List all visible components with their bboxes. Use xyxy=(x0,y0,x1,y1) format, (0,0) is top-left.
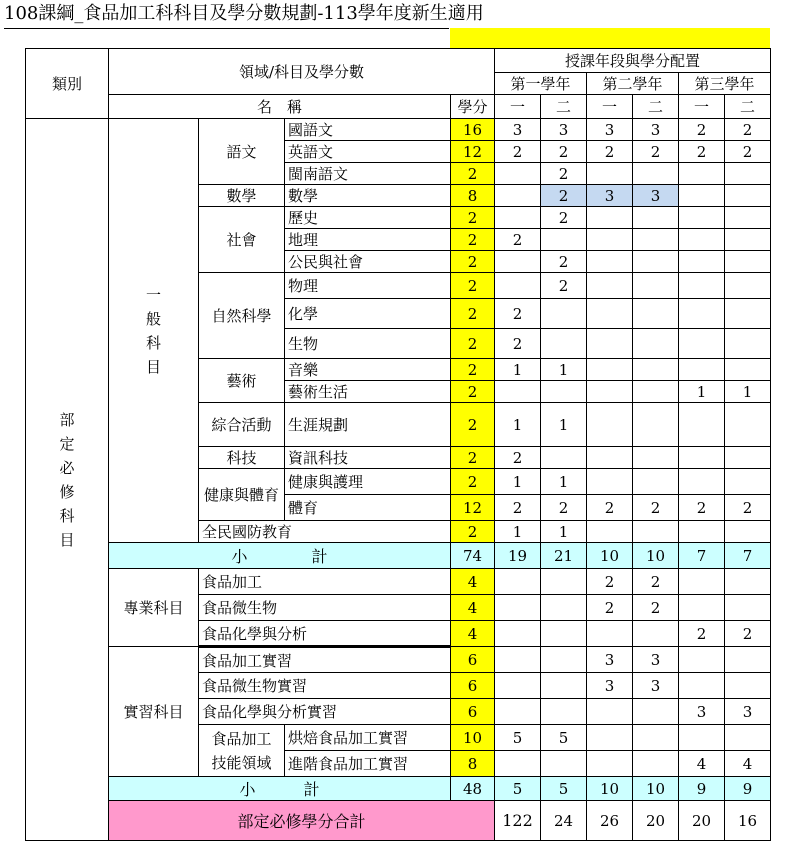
semester-credit-cell xyxy=(633,273,679,299)
semester-credit-cell xyxy=(495,185,541,207)
semester-credit-cell: 3 xyxy=(587,119,633,141)
credits-cell: 2 xyxy=(451,299,495,329)
semester-credit-cell xyxy=(633,229,679,251)
semester-credit-cell: 3 xyxy=(633,673,679,699)
subject-name-cell: 國語文 xyxy=(285,119,451,141)
semester-credit-cell xyxy=(679,469,725,495)
semester-credit-cell: 2 xyxy=(541,495,587,521)
semester-credit-cell xyxy=(633,725,679,751)
credits-cell: 2 xyxy=(451,207,495,229)
semester-credit-cell xyxy=(633,521,679,543)
semester-credit-cell: 3 xyxy=(541,119,587,141)
semester-credit-cell: 1 xyxy=(679,381,725,403)
semester-credit-cell xyxy=(725,521,771,543)
credits-cell: 12 xyxy=(451,141,495,163)
semester-credit-cell xyxy=(541,621,587,647)
semester-credit-cell: 5 xyxy=(495,777,541,801)
semester-credit-cell xyxy=(633,299,679,329)
semester-credit-cell: 3 xyxy=(633,185,679,207)
table-row xyxy=(26,801,771,841)
vertical-char: 定 xyxy=(59,434,75,453)
semester-credit-cell: 20 xyxy=(679,801,725,841)
semester-credit-cell xyxy=(633,447,679,469)
semester-credit-cell xyxy=(679,403,725,447)
year-header: 第三學年 xyxy=(679,73,771,95)
semester-credit-cell xyxy=(679,163,725,185)
credits-cell: 8 xyxy=(451,751,495,777)
semester-credit-cell xyxy=(541,329,587,359)
semester-credit-cell xyxy=(495,751,541,777)
semester-credit-cell xyxy=(679,251,725,273)
semester-credit-cell xyxy=(495,673,541,699)
allocation-header: 授課年段與學分配置 xyxy=(495,49,771,73)
semester-credit-cell: 21 xyxy=(541,543,587,569)
semester-credit-cell: 2 xyxy=(495,141,541,163)
vertical-char: 般 xyxy=(145,309,161,328)
semester-credit-cell xyxy=(587,229,633,251)
semester-credit-cell: 2 xyxy=(541,185,587,207)
semester-credit-cell xyxy=(679,647,725,673)
semester-credit-cell: 2 xyxy=(725,621,771,647)
subject-name-cell: 食品微生物 xyxy=(199,595,451,621)
semester-credit-cell xyxy=(679,273,725,299)
domain-cell: 社會 xyxy=(199,207,285,273)
semester-credit-cell xyxy=(587,251,633,273)
semester-credit-cell xyxy=(725,569,771,595)
semester-header: 一 xyxy=(587,95,633,119)
table-row xyxy=(26,49,771,73)
subject-name-cell: 音樂 xyxy=(285,359,451,381)
semester-credit-cell: 7 xyxy=(679,543,725,569)
domain-cell: 語文 xyxy=(199,119,285,185)
credits-cell: 2 xyxy=(451,381,495,403)
semester-credit-cell xyxy=(679,207,725,229)
semester-credit-cell: 2 xyxy=(541,141,587,163)
semester-credit-cell xyxy=(541,751,587,777)
semester-credit-cell: 5 xyxy=(541,777,587,801)
subtotal-credits: 48 xyxy=(451,777,495,801)
credits-cell: 2 xyxy=(451,403,495,447)
credits-cell: 6 xyxy=(451,647,495,673)
semester-credit-cell: 10 xyxy=(633,777,679,801)
semester-credit-cell xyxy=(587,403,633,447)
semester-credit-cell: 10 xyxy=(633,543,679,569)
domain-cell: 藝術 xyxy=(199,359,285,403)
semester-header: 二 xyxy=(633,95,679,119)
curriculum-table xyxy=(25,48,771,841)
semester-credit-cell: 2 xyxy=(587,495,633,521)
name-header: 名 稱 xyxy=(109,95,451,119)
subject-name-cell: 體育 xyxy=(285,495,451,521)
semester-credit-cell xyxy=(587,163,633,185)
semester-credit-cell xyxy=(679,185,725,207)
semester-credit-cell: 1 xyxy=(495,469,541,495)
vertical-char: 部 xyxy=(59,410,75,429)
general-subjects-cell xyxy=(109,119,199,543)
semester-credit-cell: 1 xyxy=(541,469,587,495)
semester-credit-cell xyxy=(633,381,679,403)
domain-cell: 數學 xyxy=(199,185,285,207)
semester-credit-cell xyxy=(541,229,587,251)
subject-name-cell: 數學 xyxy=(285,185,451,207)
semester-credit-cell xyxy=(725,229,771,251)
semester-credit-cell xyxy=(587,329,633,359)
semester-header: 二 xyxy=(541,95,587,119)
semester-credit-cell: 3 xyxy=(587,647,633,673)
semester-credit-cell: 3 xyxy=(587,185,633,207)
skill-domain-cell xyxy=(199,725,285,777)
domain-cell: 科技 xyxy=(199,447,285,469)
semester-credit-cell: 1 xyxy=(725,381,771,403)
vertical-char: 目 xyxy=(145,357,161,376)
semester-credit-cell: 2 xyxy=(541,163,587,185)
semester-credit-cell xyxy=(633,207,679,229)
semester-credit-cell: 2 xyxy=(541,273,587,299)
subject-name-cell: 食品微生物實習 xyxy=(199,673,451,699)
credits-cell: 2 xyxy=(451,229,495,251)
semester-credit-cell xyxy=(725,647,771,673)
semester-credit-cell: 2 xyxy=(495,299,541,329)
semester-credit-cell: 2 xyxy=(679,621,725,647)
domain-cell: 全民國防教育 xyxy=(199,521,451,543)
semester-credit-cell xyxy=(541,595,587,621)
semester-credit-cell: 1 xyxy=(495,359,541,381)
semester-credit-cell: 2 xyxy=(587,569,633,595)
semester-credit-cell: 2 xyxy=(541,251,587,273)
semester-credit-cell xyxy=(725,207,771,229)
semester-credit-cell: 3 xyxy=(587,673,633,699)
subject-name-cell: 食品化學與分析 xyxy=(199,621,451,647)
semester-credit-cell: 2 xyxy=(495,229,541,251)
semester-credit-cell xyxy=(541,447,587,469)
semester-credit-cell: 10 xyxy=(587,543,633,569)
semester-credit-cell xyxy=(541,381,587,403)
semester-credit-cell: 2 xyxy=(633,141,679,163)
semester-credit-cell: 2 xyxy=(679,141,725,163)
semester-credit-cell xyxy=(679,229,725,251)
semester-credit-cell: 3 xyxy=(495,119,541,141)
subject-name-cell: 烘焙食品加工實習 xyxy=(285,725,451,751)
semester-credit-cell: 3 xyxy=(679,699,725,725)
subtotal-label: 小 計 xyxy=(109,777,451,801)
semester-credit-cell: 2 xyxy=(679,495,725,521)
semester-credit-cell: 9 xyxy=(725,777,771,801)
semester-credit-cell xyxy=(495,251,541,273)
total-credits: 122 xyxy=(495,801,541,841)
subject-name-cell: 生物 xyxy=(285,329,451,359)
subject-name-cell: 閩南語文 xyxy=(285,163,451,185)
semester-credit-cell xyxy=(725,469,771,495)
subject-name-cell: 藝術生活 xyxy=(285,381,451,403)
semester-credit-cell: 2 xyxy=(725,119,771,141)
semester-credit-cell xyxy=(633,699,679,725)
semester-credit-cell xyxy=(633,251,679,273)
semester-credit-cell xyxy=(679,673,725,699)
skill-domain-line: 技能領域 xyxy=(211,753,272,772)
table-row xyxy=(26,777,771,801)
subject-name-cell: 歷史 xyxy=(285,207,451,229)
semester-credit-cell xyxy=(587,751,633,777)
year-header: 第一學年 xyxy=(495,73,587,95)
semester-credit-cell xyxy=(725,273,771,299)
semester-credit-cell xyxy=(679,595,725,621)
domain-cell: 健康與體育 xyxy=(199,469,285,521)
subtotal-label: 小 計 xyxy=(109,543,451,569)
semester-credit-cell xyxy=(587,621,633,647)
credits-cell: 4 xyxy=(451,595,495,621)
domain-subject-header: 領域/科目及學分數 xyxy=(109,49,495,95)
domain-cell: 自然科學 xyxy=(199,273,285,359)
credits-cell: 4 xyxy=(451,569,495,595)
table-row xyxy=(26,543,771,569)
credits-cell: 2 xyxy=(451,469,495,495)
semester-credit-cell xyxy=(725,299,771,329)
semester-credit-cell xyxy=(587,725,633,751)
subject-name-cell: 進階食品加工實習 xyxy=(285,751,451,777)
semester-credit-cell: 2 xyxy=(495,495,541,521)
subject-name-cell: 物理 xyxy=(285,273,451,299)
vertical-char: 修 xyxy=(59,482,75,501)
semester-credit-cell: 2 xyxy=(725,141,771,163)
semester-credit-cell: 1 xyxy=(495,521,541,543)
semester-credit-cell: 1 xyxy=(541,521,587,543)
credits-cell: 16 xyxy=(451,119,495,141)
semester-credit-cell xyxy=(633,469,679,495)
semester-credit-cell xyxy=(633,403,679,447)
table-row xyxy=(26,95,771,119)
semester-credit-cell: 2 xyxy=(725,495,771,521)
category-cell xyxy=(26,119,109,841)
category-header: 類別 xyxy=(26,49,109,119)
semester-credit-cell: 5 xyxy=(495,725,541,751)
semester-header: 二 xyxy=(725,95,771,119)
semester-credit-cell: 7 xyxy=(725,543,771,569)
credits-cell: 8 xyxy=(451,185,495,207)
subject-name-cell: 食品加工 xyxy=(199,569,451,595)
subject-name-cell: 資訊科技 xyxy=(285,447,451,469)
semester-credit-cell xyxy=(541,647,587,673)
credits-cell: 12 xyxy=(451,495,495,521)
table-row xyxy=(26,119,771,141)
semester-credit-cell: 1 xyxy=(541,359,587,381)
semester-credit-cell xyxy=(541,673,587,699)
vertical-char: 一 xyxy=(145,285,161,304)
semester-credit-cell xyxy=(679,329,725,359)
subject-name-cell: 生涯規劃 xyxy=(285,403,451,447)
semester-credit-cell xyxy=(495,273,541,299)
semester-credit-cell: 20 xyxy=(633,801,679,841)
subject-name-cell: 英語文 xyxy=(285,141,451,163)
semester-credit-cell xyxy=(587,521,633,543)
domain-cell: 綜合活動 xyxy=(199,403,285,447)
semester-credit-cell: 16 xyxy=(725,801,771,841)
semester-header: 一 xyxy=(495,95,541,119)
semester-credit-cell xyxy=(541,569,587,595)
semester-credit-cell: 3 xyxy=(725,699,771,725)
semester-credit-cell xyxy=(541,699,587,725)
semester-credit-cell: 2 xyxy=(679,119,725,141)
semester-credit-cell xyxy=(587,359,633,381)
semester-credit-cell xyxy=(725,725,771,751)
semester-credit-cell: 2 xyxy=(587,595,633,621)
semester-credit-cell xyxy=(541,299,587,329)
semester-credit-cell: 9 xyxy=(679,777,725,801)
subject-name-cell: 地理 xyxy=(285,229,451,251)
semester-credit-cell: 4 xyxy=(679,751,725,777)
table-row xyxy=(26,569,771,595)
semester-credit-cell xyxy=(679,299,725,329)
semester-credit-cell xyxy=(633,359,679,381)
credits-header: 學分 xyxy=(451,95,495,119)
semester-credit-cell xyxy=(679,447,725,469)
semester-credit-cell: 19 xyxy=(495,543,541,569)
credits-cell: 2 xyxy=(451,329,495,359)
credits-cell: 2 xyxy=(451,273,495,299)
semester-credit-cell: 5 xyxy=(541,725,587,751)
semester-credit-cell xyxy=(679,521,725,543)
semester-credit-cell xyxy=(495,621,541,647)
vertical-char: 科 xyxy=(145,333,161,352)
credits-cell: 10 xyxy=(451,725,495,751)
semester-credit-cell xyxy=(679,569,725,595)
credits-cell: 6 xyxy=(451,673,495,699)
semester-credit-cell xyxy=(495,163,541,185)
credits-cell: 2 xyxy=(451,251,495,273)
credits-cell: 2 xyxy=(451,521,495,543)
semester-credit-cell xyxy=(495,647,541,673)
semester-credit-cell xyxy=(725,359,771,381)
vertical-char: 科 xyxy=(59,506,75,525)
semester-credit-cell xyxy=(633,163,679,185)
page-title: 108課綱_食品加工科科目及學分數規劃-113學年度新生適用 xyxy=(4,0,449,29)
credits-cell: 2 xyxy=(451,163,495,185)
semester-credit-cell xyxy=(587,207,633,229)
subject-name-cell: 公民與社會 xyxy=(285,251,451,273)
vertical-char: 目 xyxy=(59,530,75,549)
semester-credit-cell xyxy=(587,447,633,469)
semester-credit-cell xyxy=(633,621,679,647)
semester-credit-cell: 1 xyxy=(541,403,587,447)
semester-credit-cell xyxy=(587,381,633,403)
semester-credit-cell: 2 xyxy=(541,207,587,229)
semester-credit-cell xyxy=(587,273,633,299)
semester-credit-cell: 2 xyxy=(587,141,633,163)
semester-credit-cell xyxy=(725,163,771,185)
subject-name-cell: 化學 xyxy=(285,299,451,329)
semester-credit-cell xyxy=(725,185,771,207)
semester-credit-cell: 24 xyxy=(541,801,587,841)
credits-cell: 2 xyxy=(451,359,495,381)
skill-domain-line: 食品加工 xyxy=(211,729,272,748)
semester-credit-cell xyxy=(633,751,679,777)
table-row xyxy=(26,647,771,673)
semester-credit-cell xyxy=(587,699,633,725)
subject-name-cell: 食品化學與分析實習 xyxy=(199,699,451,725)
credits-cell: 6 xyxy=(451,699,495,725)
semester-credit-cell: 4 xyxy=(725,751,771,777)
semester-credit-cell: 2 xyxy=(633,495,679,521)
semester-credit-cell xyxy=(587,299,633,329)
credits-cell: 2 xyxy=(451,447,495,469)
semester-credit-cell xyxy=(495,381,541,403)
credits-cell: 4 xyxy=(451,621,495,647)
semester-credit-cell: 1 xyxy=(495,403,541,447)
total-label: 部定必修學分合計 xyxy=(109,801,495,841)
semester-credit-cell xyxy=(495,699,541,725)
professional-label: 專業科目 xyxy=(109,569,199,647)
semester-credit-cell xyxy=(725,329,771,359)
semester-credit-cell xyxy=(587,469,633,495)
semester-credit-cell xyxy=(679,359,725,381)
semester-credit-cell: 2 xyxy=(495,329,541,359)
semester-credit-cell xyxy=(725,595,771,621)
practical-label: 實習科目 xyxy=(109,647,199,777)
semester-credit-cell xyxy=(725,403,771,447)
semester-credit-cell xyxy=(495,595,541,621)
subject-name-cell: 健康與護理 xyxy=(285,469,451,495)
semester-credit-cell xyxy=(679,725,725,751)
subtotal-credits: 74 xyxy=(451,543,495,569)
semester-header: 一 xyxy=(679,95,725,119)
header-highlight xyxy=(450,28,770,48)
semester-credit-cell xyxy=(725,251,771,273)
semester-credit-cell xyxy=(495,207,541,229)
year-header: 第二學年 xyxy=(587,73,679,95)
semester-credit-cell xyxy=(633,329,679,359)
semester-credit-cell xyxy=(495,569,541,595)
semester-credit-cell: 3 xyxy=(633,119,679,141)
semester-credit-cell: 2 xyxy=(495,447,541,469)
vertical-char: 必 xyxy=(59,458,75,477)
semester-credit-cell xyxy=(725,673,771,699)
semester-credit-cell: 3 xyxy=(633,647,679,673)
semester-credit-cell: 2 xyxy=(633,595,679,621)
semester-credit-cell: 26 xyxy=(587,801,633,841)
subject-name-cell: 食品加工實習 xyxy=(199,647,451,673)
semester-credit-cell: 2 xyxy=(633,569,679,595)
semester-credit-cell xyxy=(725,447,771,469)
semester-credit-cell: 10 xyxy=(587,777,633,801)
